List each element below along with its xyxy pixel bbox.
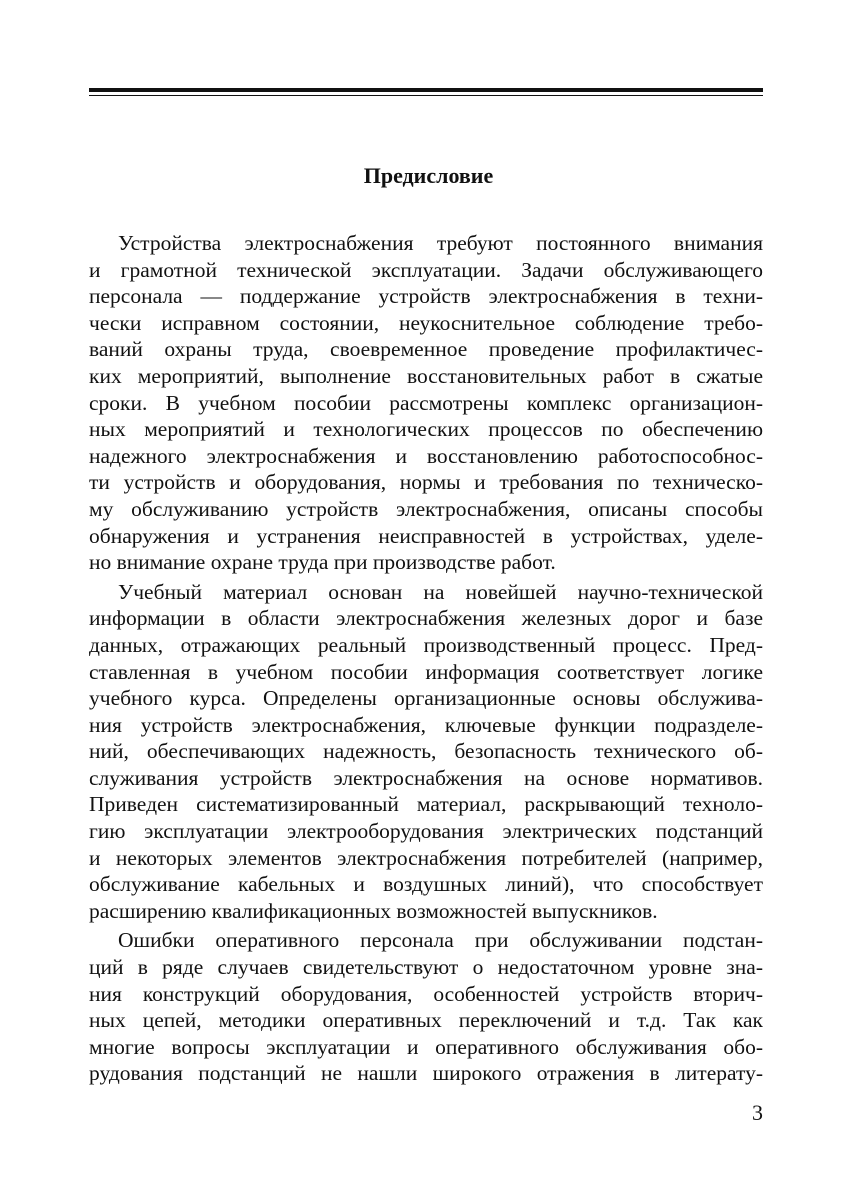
- text-line: ких мероприятий, выполнение восстановительных работ в сжатые: [89, 363, 763, 388]
- text-line: расширению квалификационных возможностей выпускников.: [89, 898, 658, 923]
- text-line: сроки. В учебном пособии рассмотрены комплекс организацион-: [89, 390, 763, 415]
- text-line: му обслуживанию устройств электроснабжения, описаны способы: [89, 496, 763, 521]
- text-line: гию эксплуатации электрооборудования электрических подстанций: [89, 819, 763, 844]
- text-line: ций в ряде случаев свидетельствуют о недостаточном уровне зна-: [89, 955, 763, 980]
- body-text: [89, 230, 763, 1087]
- text-line: учебного курса. Определены организационные основы обслужива-: [89, 686, 763, 711]
- text-line: многие вопросы эксплуатации и оперативного обслуживания обо-: [89, 1034, 763, 1059]
- text-line: обслуживание кабельных и воздушных линий), что способствует: [89, 872, 763, 897]
- text-line: служивания устройств электроснабжения на основе нормативов.: [89, 765, 763, 790]
- paragraph: [89, 230, 763, 576]
- text-line: чески исправном состоянии, неукоснительное соблюдение требо-: [89, 310, 763, 335]
- page-number: 3: [752, 1100, 763, 1125]
- text-line: Устройства электроснабжения требуют постоянного внимания: [118, 231, 763, 255]
- text-line: ваний охраны труда, своевременное проведение профилактичес-: [89, 337, 763, 362]
- header-rule-thin: [89, 95, 763, 96]
- text-line: ти устройств и оборудования, нормы и требования по техническо-: [89, 470, 763, 495]
- text-line: Приведен систематизированный материал, раскрывающий техноло-: [89, 792, 763, 817]
- text-line: ных цепей, методики оперативных переключений и т.д. Так как: [89, 1008, 763, 1033]
- text-line: надежного электроснабжения и восстановлению работоспособнос-: [89, 443, 763, 468]
- text-line: ния устройств электроснабжения, ключевые функции подразделе-: [89, 712, 763, 737]
- paragraph: [89, 579, 763, 925]
- text-line: ний, обеспечивающих надежность, безопасность технического об-: [89, 739, 763, 764]
- text-line: ния конструкций оборудования, особенностей устройств вторич-: [89, 981, 763, 1006]
- text-line: обнаружения и устранения неисправностей в устройствах, уделе-: [89, 523, 763, 548]
- text-line: данных, отражающих реальный производственный процесс. Пред-: [89, 632, 763, 657]
- page-title: Предисловие: [363, 163, 494, 188]
- text-line: и некоторых элементов электроснабжения потребителей (например,: [89, 845, 763, 870]
- header-rule-thick: [89, 88, 763, 92]
- text-line: и грамотной технической эксплуатации. Задачи обслуживающего: [89, 257, 763, 282]
- text-line: персонала — поддержание устройств электроснабжения в техни-: [89, 284, 763, 309]
- text-line: ных мероприятий и технологических процессов по обеспечению: [89, 417, 763, 442]
- text-line: Ошибки оперативного персонала при обслуживании подстан-: [118, 928, 763, 953]
- text-line: Учебный материал основан на новейшей научно-технической: [118, 579, 763, 604]
- text-line: но внимание охране труда при производстве работ.: [89, 550, 556, 575]
- text-line: ставленная в учебном пособии информация соответствует логике: [89, 659, 763, 684]
- paragraph: [89, 927, 763, 1087]
- text-line: рудования подстанций не нашли широкого отражения в литерату-: [89, 1061, 763, 1086]
- text-line: информации в области электроснабжения железных дорог и базе: [89, 606, 763, 631]
